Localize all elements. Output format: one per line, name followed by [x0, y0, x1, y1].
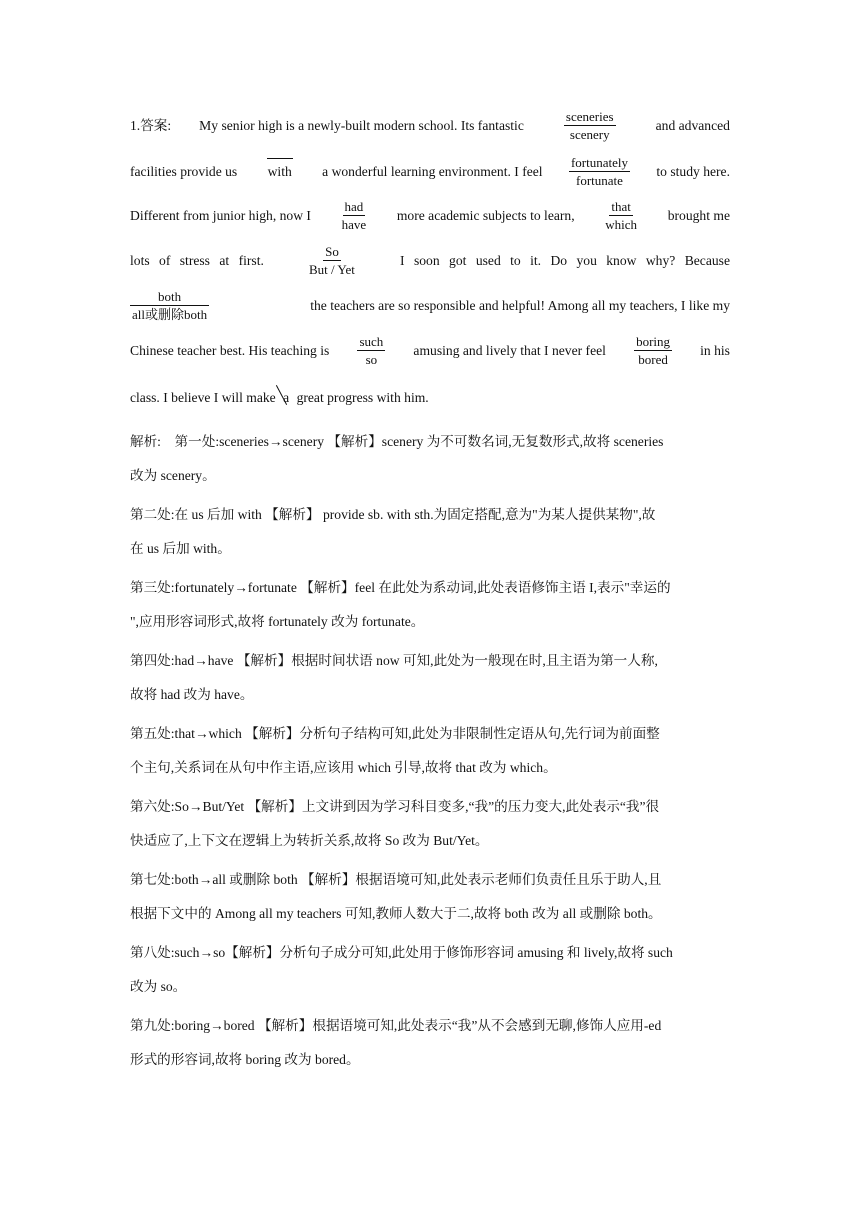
analysis-line: 故将 had 改为 have。 [130, 687, 254, 702]
answer-text: Different from junior high, now I [130, 207, 311, 223]
answer-line-6 [130, 333, 730, 368]
correction-2-insert [264, 162, 296, 182]
answer-text: the teachers are so responsible and helpful! Among all my teachers, I like my [310, 297, 730, 313]
correction-original: both [130, 288, 209, 306]
answer-text: My senior high is a newly-built modern school. Its fantastic [199, 117, 524, 133]
correction-original: fortunately [570, 155, 628, 170]
analysis-line: 改为 so。 [130, 979, 187, 994]
answer-text: facilities provide us [130, 163, 238, 179]
correction-original: that [611, 199, 631, 214]
correction-original: such [359, 334, 384, 349]
analysis-line: ",应用形容词形式,故将 fortunately 改为 fortunate。 [130, 614, 425, 629]
analysis-line: 第八处:such→so【解析】分析句子成分可知,此处用于修饰形容词 amusing 和 lively,故将 such [130, 945, 673, 960]
correction-fix: which [605, 217, 638, 232]
analysis-line: 形式的形容词,故将 boring 改为 bored。 [130, 1052, 360, 1067]
answer-line-2 [130, 154, 730, 189]
correction-10-delete [279, 388, 293, 408]
answer-text: great progress with him. [296, 390, 429, 405]
answer-text: I soon got used to it. Do you know why? Because [400, 252, 730, 268]
insert-mark [267, 158, 293, 159]
correction-original: sceneries [565, 109, 614, 124]
answer-text: class. I believe I will make [130, 390, 276, 405]
analysis-line: 第三处:fortunately→fortunate 【解析】feel 在此处为系动词,此处表语修饰主语 I,表示"幸运的 [130, 580, 671, 595]
correction-fix: But / Yet [309, 262, 355, 277]
correction-original: a [283, 390, 290, 405]
correction-original: boring [636, 334, 671, 349]
answer-text: to study here. [656, 163, 730, 179]
answer-line-5 [130, 288, 730, 323]
analysis-line: 第九处:boring→bored 【解析】根据语境可知,此处表示“我”从不会感到无聊,修饰人应用-ed [130, 1018, 662, 1033]
analysis-line: 个主句,关系词在从句中作主语,应该用 which 引导,故将 that 改为 which。 [130, 760, 557, 775]
correction-fix: have [341, 217, 367, 232]
answer-text: a wonderful learning environment. I feel [322, 163, 543, 179]
correction-fix: fortunate [576, 173, 623, 188]
correction-4 [340, 198, 369, 233]
correction-6 [307, 243, 357, 278]
analysis-line: 在 us 后加 with。 [130, 541, 231, 556]
answer-text: amusing and lively that I never feel [413, 342, 606, 358]
analysis-line: 改为 scenery。 [130, 468, 216, 483]
answer-line-4 [130, 243, 730, 278]
correction-fix: all或删除both [132, 307, 208, 322]
answer-line-3 [130, 198, 730, 233]
analysis-line: 第六处:So→But/Yet 【解析】上文讲到因为学习科目变多,“我”的压力变大,此处表示“我”很 [130, 799, 660, 814]
correction-fix: bored [638, 352, 668, 367]
analysis-line: 第二处:在 us 后加 with 【解析】 provide sb. with sth.为固定搭配,意为"为某人提供某物",故 [130, 507, 656, 522]
correction-3 [569, 154, 630, 189]
analysis-line: 第四处:had→have 【解析】根据时间状语 now 可知,此处为一般现在时,且主语为第一人称, [130, 653, 658, 668]
answer-text: and advanced [655, 117, 730, 133]
answer-text: Chinese teacher best. His teaching is [130, 342, 330, 358]
answer-text: lots of stress at first. [130, 252, 264, 268]
correction-fix: with [267, 163, 292, 179]
correction-original: So [325, 244, 339, 259]
correction-fix: so [365, 352, 378, 367]
analysis-line: 第五处:that→which 【解析】分析句子结构可知,此处为非限制性定语从句,先行词为前面整 [130, 726, 660, 741]
answer-text: more academic subjects to learn, [396, 207, 575, 223]
answer-label: 1.答案: [130, 117, 172, 133]
answer-line-1 [130, 108, 730, 143]
correction-9 [634, 333, 672, 368]
analysis-line: 快适应了,上下文在逻辑上为转折关系,故将 So 改为 But/Yet。 [130, 833, 489, 848]
correction-original: had [344, 199, 364, 214]
answer-text: brought me [667, 207, 730, 223]
correction-5 [603, 198, 639, 233]
analysis-line: 解析: 第一处:sceneries→scenery 【解析】scenery 为不可数名词,无复数形式,故将 sceneries [130, 434, 664, 449]
answer-text: in his [700, 342, 730, 358]
correction-7 [130, 288, 209, 323]
analysis-line: 根据下文中的 Among all my teachers 可知,教师人数大于二,故将 both 改为 all 或删除 both。 [130, 906, 662, 921]
correction-8 [357, 333, 385, 368]
correction-1 [564, 108, 616, 143]
answer-line-7 [130, 388, 730, 408]
correction-fix: scenery [569, 127, 610, 142]
analysis-line: 第七处:both→all 或删除 both 【解析】根据语境可知,此处表示老师们负责任且乐于助人,且 [130, 872, 662, 887]
